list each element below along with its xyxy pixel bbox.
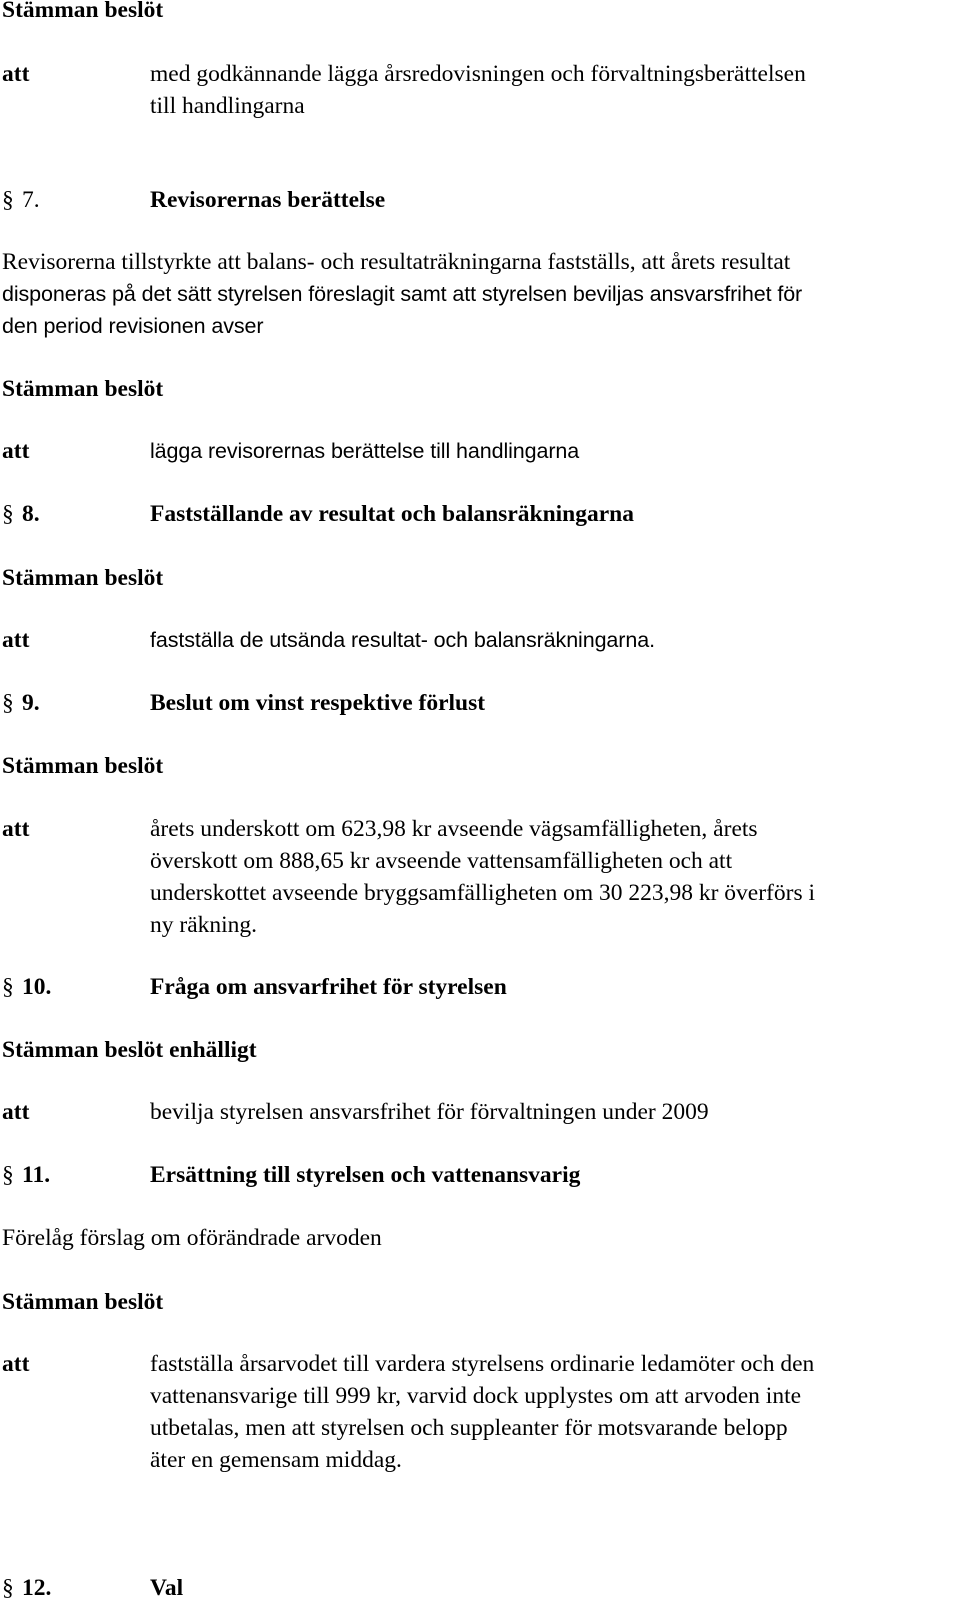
section-number: 11. [22, 1162, 51, 1188]
decision-text: bevilja styrelsen ansvarsfrihet för förvaltningen under 2009 [150, 1099, 709, 1125]
section-number: 8. [22, 501, 40, 527]
decision-text: fastställa de utsända resultat- och balansräkningarna. [150, 628, 655, 652]
document-page: Stämman beslöt att med godkännande lägga årsredovisningen och förvaltningsberättelsen till handlingarna § 7. Revisorernas berättelse Revisorerna tillstyrkte att balans- och resultaträkningarna fastställs, att årets resultat disponeras på det sätt styrelsen föreslagit samt att styrelsen beviljas ansvarsfrihet för den period revisionen avser Stämman beslöt att lägga revisorernas berättelse till handlingarna § 8. Fastställande av resultat och balansräkningarna Stämman beslöt att fastställa de utsända resultat- och balansräkningarna. § 9. Beslut om vinst respektive förlust Stämman beslöt att årets underskott om 623,98 kr avseende vägsamfälligheten, årets överskott om 888,65 kr avseende vattensamfälligheten och att underskottet avseende bryggsamfälligheten om 30 223,98 kr överförs i ny räkning. § 10. Fråga om ansvarfrihet för styrelsen Stämman beslöt enhälligt att bevilja styrelsen ansvarsfrihet för förvaltningen under 2009 § 11. Ersättning till styrelsen och vattenansvarig Förelåg förslag om oförändrade arvoden Stämman beslöt att fastställa årsarvodet till vardera styrelsens ordinarie ledamöter och den vattenansvarige till 999 kr, varvid dock upplystes om att arvoden inte utbetalas, men att styrelsen och suppleanter för motsvarande belopp äter en gemensam middag. § 12. Val [0, 0, 960, 1621]
section-sign: § [2, 974, 14, 1000]
decision-text: fastställa årsarvodet till vardera styrelsens ordinarie ledamöter och den vattenansvarige till 999 kr, varvid dock upplystes om att arvoden inte utbetalas, men att styrelsen och suppleanter för motsvarande belopp äter en gemensam middag. [150, 1351, 815, 1473]
section-title: Fastställande av resultat och balansräkningarna [150, 501, 634, 527]
att-label: att [2, 1351, 30, 1377]
decision-heading-text: Stämman beslöt [2, 0, 164, 23]
section-sign: § [2, 1575, 14, 1601]
section-title: Revisorernas berättelse [150, 187, 386, 213]
section-number: 10. [22, 974, 52, 1000]
section-sign: § [2, 690, 14, 716]
section-11-intro: Förelåg förslag om oförändrade arvoden [2, 1225, 382, 1251]
section-title: Val [150, 1575, 184, 1601]
section-title: Fråga om ansvarfrihet för styrelsen [150, 974, 507, 1000]
section-sign: § [2, 1162, 14, 1188]
decision-text: med godkännande lägga årsredovisningen och förvaltningsberättelsen till handlingarna [150, 61, 806, 119]
att-label: att [2, 438, 30, 464]
section-number: 7. [22, 187, 40, 213]
section-number: 9. [22, 690, 40, 716]
section-title: Beslut om vinst respektive förlust [150, 690, 486, 716]
section-sign: § [2, 187, 14, 213]
att-label: att [2, 816, 30, 842]
att-label: att [2, 627, 30, 653]
att-label: att [2, 61, 30, 87]
section-number: 12. [22, 1575, 52, 1601]
decision-text: årets underskott om 623,98 kr avseende vägsamfälligheten, årets överskott om 888,65 kr avseende vattensamfälligheten och att underskottet avseende bryggsamfälligheten om 30 223,98 kr överförs i ny räkning. [150, 816, 816, 938]
decision-text: lägga revisorernas berättelse till handlingarna [150, 439, 580, 463]
att-label: att [2, 1099, 30, 1125]
section-title: Ersättning till styrelsen och vattenansvarig [150, 1162, 581, 1188]
section-sign: § [2, 501, 14, 527]
section-7-paragraph: Revisorerna tillstyrkte att balans- och resultaträkningarna fastställs, att årets resultat disponeras på det sätt styrelsen föreslagit samt att styrelsen beviljas ansvarsfrihet för den period revisionen avser [2, 249, 803, 338]
